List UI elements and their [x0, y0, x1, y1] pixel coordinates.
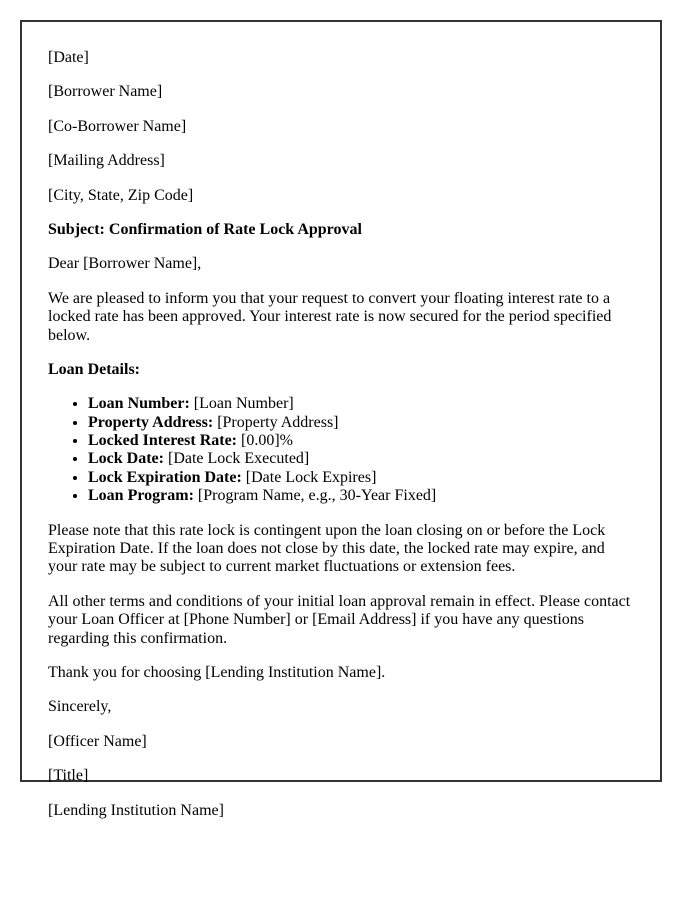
loan-detail-item-loan-program [88, 487, 634, 505]
letter-page [20, 20, 662, 819]
date-line: [Date] [48, 49, 89, 66]
recipient-line-borrower: [Borrower Name] [48, 83, 163, 101]
contingency-paragraph: Please note that this rate lock is contingent upon the loan closing on or before the Lock Expiration Date. If the loan does not close by this date, the locked rate may expire, and your rate may be subject to current market fluctuations or extension fees. [48, 521, 606, 576]
terms-paragraph: All other terms and conditions of your initial loan approval remain in effect. Please contact your Loan Officer at [Phone Number] or [Email Address] if you have any questions regarding this confirmation. [48, 592, 631, 647]
loan-detail-label: Lock Expiration Date: [88, 468, 242, 486]
signature-line-title: [Title] [48, 767, 89, 785]
loan-detail-value: [Loan Number] [193, 395, 294, 413]
loan-detail-label: Locked Interest Rate: [88, 432, 238, 450]
loan-detail-item-lock-date [88, 450, 634, 468]
subject-line: Subject: Confirmation of Rate Lock Approval [48, 220, 362, 238]
loan-detail-item-loan-number [88, 395, 634, 413]
loan-detail-value: [0.00]% [241, 432, 293, 450]
recipient-line-citystatezip: [City, State, Zip Code] [48, 186, 194, 204]
loan-detail-label: Lock Date: [88, 450, 164, 468]
loan-details-heading: Loan Details: [48, 360, 140, 378]
recipient-line-address: [Mailing Address] [48, 152, 165, 170]
intro-paragraph: We are pleased to inform you that your request to convert your floating interest rate to a locked rate has been approved. Your interest rate is now secured for the period specified below. [48, 289, 612, 344]
thanks-paragraph: Thank you for choosing [Lending Institution Name]. [48, 663, 386, 681]
loan-detail-value: [Property Address] [217, 413, 339, 431]
loan-detail-item-lock-expiration-date [88, 469, 634, 487]
loan-detail-label: Property Address: [88, 413, 214, 431]
loan-detail-label: Loan Program: [88, 487, 194, 505]
signature-line-officer-name: [Officer Name] [48, 732, 147, 750]
loan-detail-label: Loan Number: [88, 395, 190, 413]
salutation: Dear [Borrower Name], [48, 255, 202, 273]
loan-detail-value: [Program Name, e.g., 30-Year Fixed] [197, 487, 437, 505]
closing: Sincerely, [48, 698, 112, 716]
recipient-line-coborrower: [Co-Borrower Name] [48, 117, 187, 135]
signature-block [48, 733, 634, 820]
loan-detail-value: [Date Lock Executed] [167, 450, 310, 468]
loan-detail-item-locked-interest-rate [88, 432, 634, 450]
loan-details-list [48, 395, 634, 505]
loan-detail-item-property-address [88, 414, 634, 432]
recipient-block [48, 83, 634, 205]
signature-line-institution: [Lending Institution Name] [48, 801, 224, 819]
loan-detail-value: [Date Lock Expires] [245, 468, 377, 486]
